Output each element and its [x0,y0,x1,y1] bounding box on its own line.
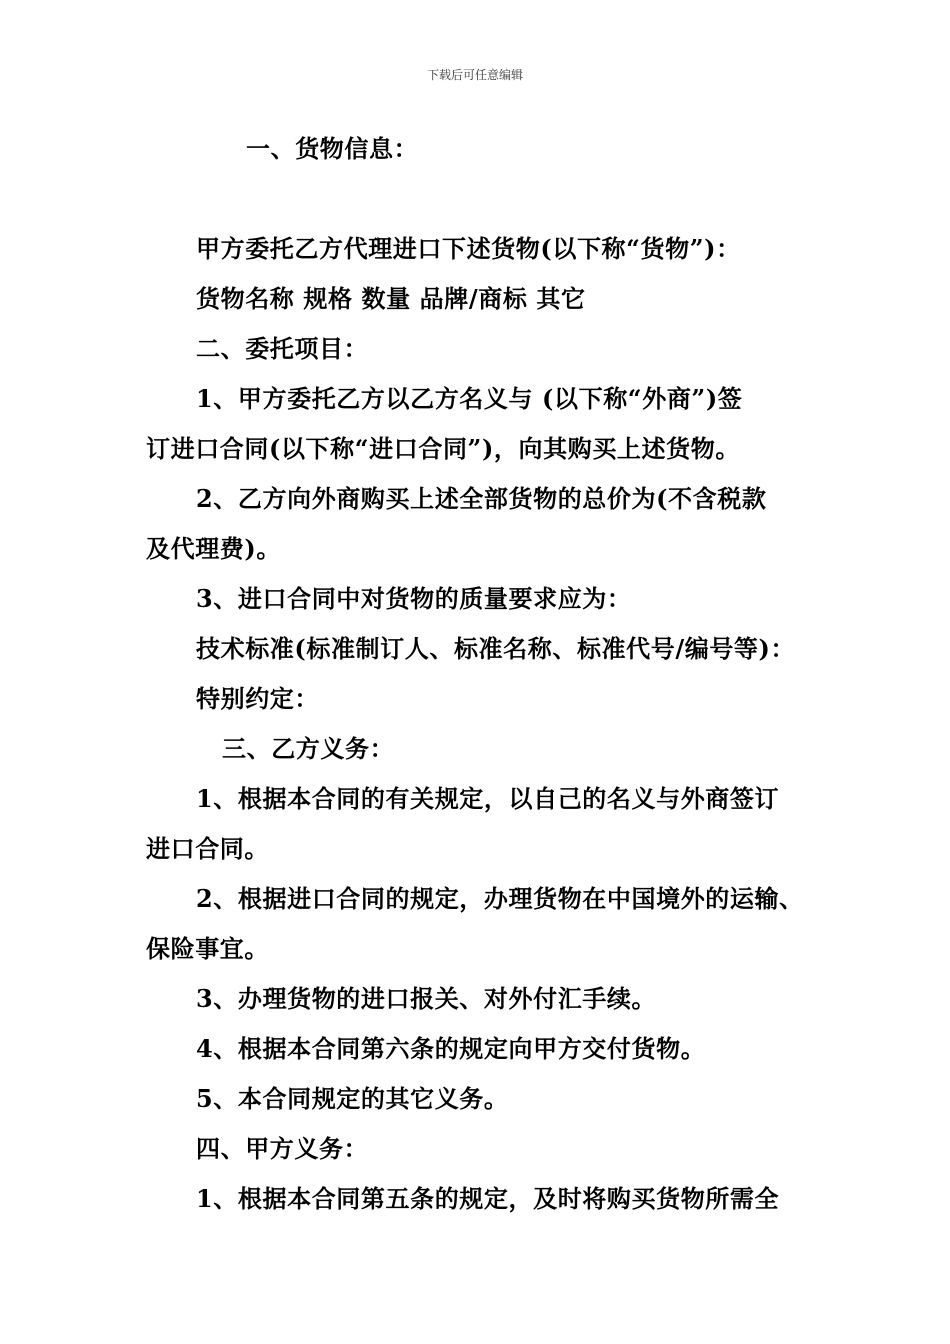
paragraph-line: 4、根据本合同第六条的规定向甲方交付货物。 [196,1034,706,1063]
page-header-note: 下载后可任意编辑 [426,68,523,82]
paragraph-line: 订进口合同(以下称“进口合同”)，向其购买上述货物。 [146,434,740,463]
paragraph-line: 进口合同。 [146,834,269,863]
paragraph-line: 3、进口合同中对货物的质量要求应为： [196,584,632,613]
paragraph-line: 甲方委托乙方代理进口下述货物(以下称“货物”)： [196,234,741,263]
paragraph-line: 3、办理货物的进口报关、对外付汇手续。 [196,984,657,1013]
paragraph-line: 1、甲方委托乙方以乙方名义与 (以下称“外商”)签 [196,384,743,413]
section-heading-party-a-obligations: 四、甲方义务： [196,1134,369,1163]
paragraph-line: 特别约定： [196,684,319,713]
paragraph-line: 保险事宜。 [146,934,269,963]
paragraph-line: 2、乙方向外商购买上述全部货物的总价为(不含税款 [196,484,767,513]
paragraph-line: 技术标准(标准制订人、标准名称、标准代号/编号等)： [196,634,796,663]
paragraph-line: 1、根据本合同第五条的规定，及时将购买货物所需全 [196,1184,780,1213]
section-heading-goods-info: 一、货物信息： [246,134,419,163]
paragraph-line: 货物名称 规格 数量 品牌/商标 其它 [196,284,586,313]
paragraph-line: 1、根据本合同的有关规定，以自己的名义与外商签订 [196,784,780,813]
paragraph-line: 及代理费)。 [146,534,281,563]
section-heading-party-b-obligations: 三、乙方义务： [222,734,395,763]
paragraph-line: 5、本合同规定的其它义务。 [196,1084,509,1113]
paragraph-line: 2、根据进口合同的规定，办理货物在中国境外的运输、 [196,884,804,913]
section-heading-entrusted-items: 二、委托项目： [196,334,369,363]
